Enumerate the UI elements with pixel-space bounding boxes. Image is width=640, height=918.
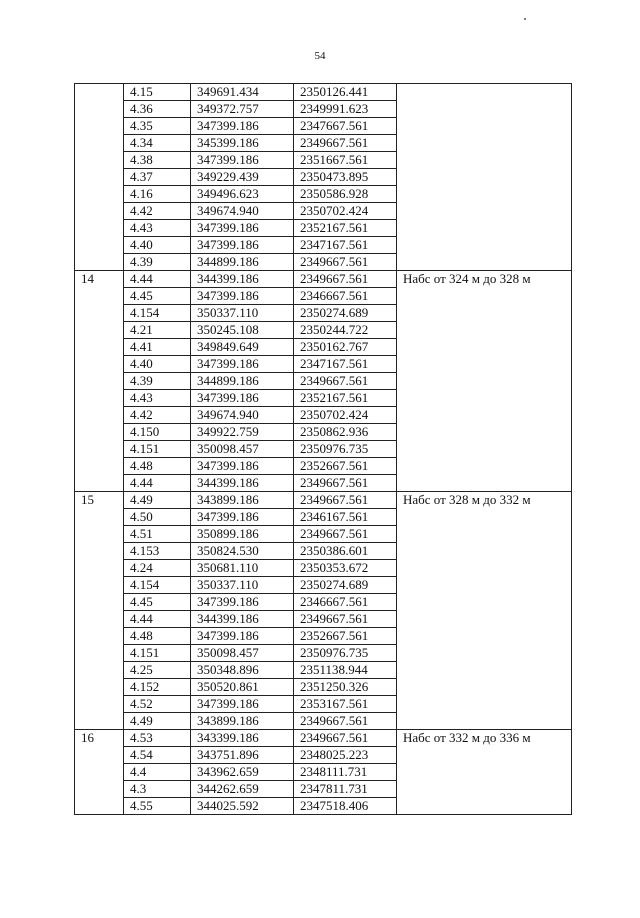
coord-y: 2350702.424 xyxy=(294,203,397,220)
coord-x: 350337.110 xyxy=(191,577,294,594)
coord-x: 349372.757 xyxy=(191,101,294,118)
point-id: 4.43 xyxy=(124,390,191,407)
point-id: 4.45 xyxy=(124,288,191,305)
coord-y: 2352667.561 xyxy=(294,628,397,645)
point-id: 4.35 xyxy=(124,118,191,135)
point-id: 4.53 xyxy=(124,730,191,747)
zone-number: 16 xyxy=(75,730,124,815)
point-id: 4.39 xyxy=(124,254,191,271)
coord-x: 347399.186 xyxy=(191,220,294,237)
coord-x: 344899.186 xyxy=(191,373,294,390)
coord-x: 349229.439 xyxy=(191,169,294,186)
coord-x: 349674.940 xyxy=(191,203,294,220)
coord-x: 347399.186 xyxy=(191,152,294,169)
coord-x: 345399.186 xyxy=(191,135,294,152)
point-id: 4.44 xyxy=(124,611,191,628)
point-id: 4.16 xyxy=(124,186,191,203)
coord-y: 2346667.561 xyxy=(294,594,397,611)
zone-number: 15 xyxy=(75,492,124,730)
coord-x: 349691.434 xyxy=(191,84,294,101)
coord-y: 2348111.731 xyxy=(294,764,397,781)
coord-x: 347399.186 xyxy=(191,288,294,305)
point-id: 4.48 xyxy=(124,458,191,475)
coord-x: 347399.186 xyxy=(191,458,294,475)
point-id: 4.54 xyxy=(124,747,191,764)
coord-y: 2353167.561 xyxy=(294,696,397,713)
coord-x: 343899.186 xyxy=(191,713,294,730)
point-id: 4.153 xyxy=(124,543,191,560)
coord-y: 2352167.561 xyxy=(294,220,397,237)
coord-y: 2350702.424 xyxy=(294,407,397,424)
coord-y: 2350126.441 xyxy=(294,84,397,101)
height-range-note: Набс от 328 м до 332 м xyxy=(397,492,572,730)
coord-x: 347399.186 xyxy=(191,509,294,526)
point-id: 4.37 xyxy=(124,169,191,186)
coord-x: 344399.186 xyxy=(191,475,294,492)
coord-y: 2350162.767 xyxy=(294,339,397,356)
point-id: 4.52 xyxy=(124,696,191,713)
zone-number: 14 xyxy=(75,271,124,492)
coord-y: 2349667.561 xyxy=(294,611,397,628)
point-id: 4.41 xyxy=(124,339,191,356)
point-id: 4.40 xyxy=(124,237,191,254)
height-range-note xyxy=(397,84,572,271)
point-id: 4.150 xyxy=(124,424,191,441)
coord-y: 2349667.561 xyxy=(294,373,397,390)
coord-y: 2349667.561 xyxy=(294,730,397,747)
coord-x: 347399.186 xyxy=(191,390,294,407)
coord-y: 2349667.561 xyxy=(294,475,397,492)
coord-x: 343962.659 xyxy=(191,764,294,781)
coord-y: 2351138.944 xyxy=(294,662,397,679)
coordinates-table-body xyxy=(75,84,572,815)
coord-y: 2350473.895 xyxy=(294,169,397,186)
point-id: 4.48 xyxy=(124,628,191,645)
coord-y: 2349667.561 xyxy=(294,713,397,730)
coord-x: 343899.186 xyxy=(191,492,294,509)
scan-speck xyxy=(524,18,526,20)
coord-x: 343399.186 xyxy=(191,730,294,747)
coord-x: 343751.896 xyxy=(191,747,294,764)
coord-y: 2347811.731 xyxy=(294,781,397,798)
coord-y: 2350386.601 xyxy=(294,543,397,560)
coord-x: 344025.592 xyxy=(191,798,294,815)
point-id: 4.49 xyxy=(124,713,191,730)
point-id: 4.151 xyxy=(124,441,191,458)
coord-x: 347399.186 xyxy=(191,696,294,713)
coord-x: 347399.186 xyxy=(191,628,294,645)
point-id: 4.151 xyxy=(124,645,191,662)
point-id: 4.50 xyxy=(124,509,191,526)
coord-x: 344399.186 xyxy=(191,271,294,288)
table-row xyxy=(75,492,572,509)
coord-y: 2349667.561 xyxy=(294,135,397,152)
point-id: 4.36 xyxy=(124,101,191,118)
coord-x: 347399.186 xyxy=(191,118,294,135)
point-id: 4.15 xyxy=(124,84,191,101)
coord-x: 350348.896 xyxy=(191,662,294,679)
coord-y: 2350244.722 xyxy=(294,322,397,339)
point-id: 4.3 xyxy=(124,781,191,798)
coord-y: 2349667.561 xyxy=(294,271,397,288)
table-row xyxy=(75,730,572,747)
coord-x: 350681.110 xyxy=(191,560,294,577)
coord-y: 2350976.735 xyxy=(294,645,397,662)
coord-y: 2350274.689 xyxy=(294,305,397,322)
coord-y: 2347667.561 xyxy=(294,118,397,135)
coord-x: 350098.457 xyxy=(191,441,294,458)
point-id: 4.40 xyxy=(124,356,191,373)
height-range-note: Набс от 332 м до 336 м xyxy=(397,730,572,815)
coord-y: 2350862.936 xyxy=(294,424,397,441)
coord-y: 2346167.561 xyxy=(294,509,397,526)
point-id: 4.49 xyxy=(124,492,191,509)
coord-x: 349496.623 xyxy=(191,186,294,203)
point-id: 4.4 xyxy=(124,764,191,781)
coord-x: 344899.186 xyxy=(191,254,294,271)
coord-y: 2349667.561 xyxy=(294,492,397,509)
coord-x: 347399.186 xyxy=(191,356,294,373)
point-id: 4.152 xyxy=(124,679,191,696)
coord-y: 2347518.406 xyxy=(294,798,397,815)
point-id: 4.55 xyxy=(124,798,191,815)
coord-y: 2346667.561 xyxy=(294,288,397,305)
coord-y: 2352667.561 xyxy=(294,458,397,475)
coord-x: 350899.186 xyxy=(191,526,294,543)
coord-x: 349674.940 xyxy=(191,407,294,424)
zone-number xyxy=(75,84,124,271)
coord-y: 2349667.561 xyxy=(294,254,397,271)
coord-x: 344399.186 xyxy=(191,611,294,628)
coord-y: 2350976.735 xyxy=(294,441,397,458)
coord-y: 2350274.689 xyxy=(294,577,397,594)
point-id: 4.45 xyxy=(124,594,191,611)
page-number: 54 xyxy=(314,50,326,62)
coord-x: 350337.110 xyxy=(191,305,294,322)
coord-y: 2348025.223 xyxy=(294,747,397,764)
point-id: 4.34 xyxy=(124,135,191,152)
coord-y: 2347167.561 xyxy=(294,237,397,254)
point-id: 4.44 xyxy=(124,475,191,492)
point-id: 4.43 xyxy=(124,220,191,237)
table-row xyxy=(75,271,572,288)
point-id: 4.154 xyxy=(124,577,191,594)
coord-x: 350520.861 xyxy=(191,679,294,696)
coord-y: 2351667.561 xyxy=(294,152,397,169)
coord-y: 2347167.561 xyxy=(294,356,397,373)
point-id: 4.154 xyxy=(124,305,191,322)
coord-x: 349922.759 xyxy=(191,424,294,441)
coord-x: 350245.108 xyxy=(191,322,294,339)
point-id: 4.42 xyxy=(124,203,191,220)
coord-x: 349849.649 xyxy=(191,339,294,356)
point-id: 4.21 xyxy=(124,322,191,339)
point-id: 4.38 xyxy=(124,152,191,169)
point-id: 4.42 xyxy=(124,407,191,424)
point-id: 4.51 xyxy=(124,526,191,543)
table-row xyxy=(75,84,572,101)
coord-y: 2350586.928 xyxy=(294,186,397,203)
coord-x: 344262.659 xyxy=(191,781,294,798)
point-id: 4.39 xyxy=(124,373,191,390)
coord-x: 347399.186 xyxy=(191,594,294,611)
coord-x: 350098.457 xyxy=(191,645,294,662)
coord-y: 2349991.623 xyxy=(294,101,397,118)
height-range-note: Набс от 324 м до 328 м xyxy=(397,271,572,492)
coord-x: 347399.186 xyxy=(191,237,294,254)
coord-y: 2350353.672 xyxy=(294,560,397,577)
coord-y: 2349667.561 xyxy=(294,526,397,543)
point-id: 4.44 xyxy=(124,271,191,288)
point-id: 4.25 xyxy=(124,662,191,679)
point-id: 4.24 xyxy=(124,560,191,577)
coordinates-table xyxy=(74,83,572,815)
coord-y: 2351250.326 xyxy=(294,679,397,696)
coord-x: 350824.530 xyxy=(191,543,294,560)
coord-y: 2352167.561 xyxy=(294,390,397,407)
